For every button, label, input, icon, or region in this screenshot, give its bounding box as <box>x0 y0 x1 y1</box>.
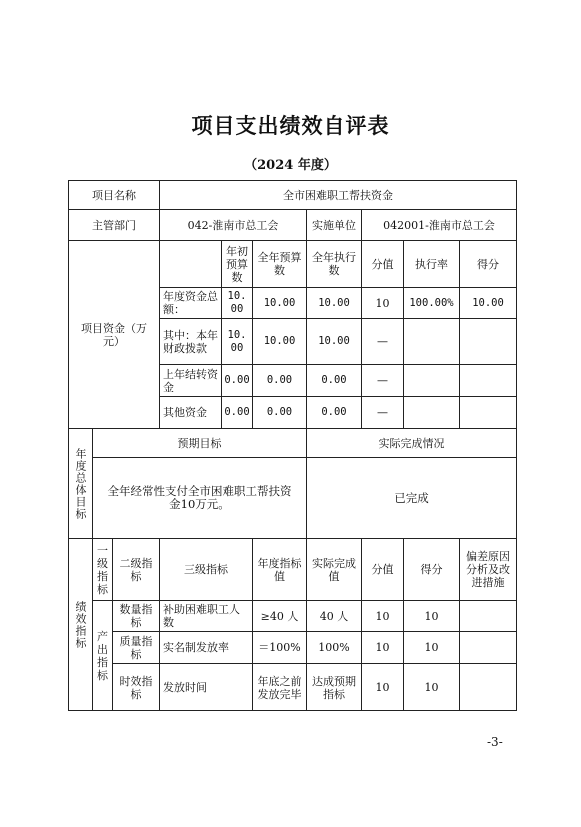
ind-row-target: ＝100% <box>253 632 307 664</box>
funds-row-score <box>460 319 516 365</box>
ind-header-score-value: 分值 <box>362 539 404 601</box>
page-number: -3- <box>487 735 503 749</box>
funds-row-rate <box>404 397 460 429</box>
funds-row-score-value: 10 <box>362 288 404 319</box>
funds-row-executed: 0.00 <box>307 397 362 429</box>
funds-row-label: 其他资金 <box>160 397 222 429</box>
funds-section-label: 项目资金（万元） <box>69 241 160 429</box>
indicators-section-label: 绩效指标 <box>69 539 93 711</box>
funds-row-initial: 0.00 <box>222 397 253 429</box>
goals-actual-header: 实际完成情况 <box>307 429 516 458</box>
funds-row-initial: 10.00 <box>222 319 253 365</box>
funds-row-score-value: — <box>362 365 404 397</box>
funds-row-annual: 0.00 <box>253 397 307 429</box>
goals-actual-text: 已完成 <box>307 458 516 539</box>
ind-header-actual: 实际完成值 <box>307 539 362 601</box>
goals-section-label: 年度总体目标 <box>69 429 93 539</box>
ind-row-deviation <box>460 632 516 664</box>
ind-row-score: 10 <box>404 664 460 711</box>
ind-row-score-value: 10 <box>362 632 404 664</box>
year-label: （2024 年度） <box>244 158 337 173</box>
funds-row-initial: 10.00 <box>222 288 253 319</box>
ind-level1-output: 产出指标 <box>93 601 113 711</box>
funds-row-label: 上年结转资金 <box>160 365 222 397</box>
funds-row-executed: 0.00 <box>307 365 362 397</box>
funds-row-rate: 100.00% <box>404 288 460 319</box>
funds-row-score-value: — <box>362 397 404 429</box>
ind-row-deviation <box>460 601 516 632</box>
funds-row-annual: 0.00 <box>253 365 307 397</box>
funds-row-score-value: — <box>362 319 404 365</box>
ind-row-score-value: 10 <box>362 664 404 711</box>
funds-header-score: 得分 <box>460 241 516 288</box>
ind-header-score: 得分 <box>404 539 460 601</box>
ind-row-score: 10 <box>404 601 460 632</box>
funds-row-score: 10.00 <box>460 288 516 319</box>
funds-row-executed: 10.00 <box>307 319 362 365</box>
ind-header-deviation: 偏差原因分析及改进措施 <box>460 539 516 601</box>
ind-row-target: 年底之前发放完毕 <box>253 664 307 711</box>
evaluation-table <box>68 180 517 711</box>
ind-row-level2: 时效指标 <box>113 664 160 711</box>
ind-row-actual: 达成预期指标 <box>307 664 362 711</box>
page-title: 项目支出绩效自评表 <box>191 113 390 138</box>
ind-row-level3: 补助困难职工人数 <box>160 601 253 632</box>
funds-row-label: 年度资金总额： <box>160 288 222 319</box>
funds-row-label: 其中：本年财政拨款 <box>160 319 222 365</box>
funds-header-initial: 年初预算数 <box>222 241 253 288</box>
funds-row-rate <box>404 319 460 365</box>
project-name-value: 全市困难职工帮扶资金 <box>160 181 516 210</box>
ind-header-level2: 二级指标 <box>113 539 160 601</box>
ind-row-level3: 发放时间 <box>160 664 253 711</box>
ind-row-level2: 数量指标 <box>113 601 160 632</box>
funds-header-executed: 全年执行数 <box>307 241 362 288</box>
project-name-label: 项目名称 <box>69 181 160 210</box>
ind-row-level3: 实名制发放率 <box>160 632 253 664</box>
ind-row-level2: 质量指标 <box>113 632 160 664</box>
funds-row-score <box>460 397 516 429</box>
ind-row-target: ≥40 人 <box>253 601 307 632</box>
funds-header-annual: 全年预算数 <box>253 241 307 288</box>
goals-expected-text: 全年经常性支付全市困难职工帮扶资金10万元。 <box>93 458 307 539</box>
funds-row-score <box>460 365 516 397</box>
funds-row-initial: 0.00 <box>222 365 253 397</box>
ind-row-score-value: 10 <box>362 601 404 632</box>
funds-row-executed: 10.00 <box>307 288 362 319</box>
ind-row-score: 10 <box>404 632 460 664</box>
funds-header-blank <box>160 241 222 288</box>
ind-header-target: 年度指标值 <box>253 539 307 601</box>
ind-header-level3: 三级指标 <box>160 539 253 601</box>
dept-value: 042-淮南市总工会 <box>160 210 307 241</box>
impl-value: 042001-淮南市总工会 <box>362 210 516 241</box>
goals-expected-header: 预期目标 <box>93 429 307 458</box>
impl-label: 实施单位 <box>307 210 362 241</box>
funds-row-annual: 10.00 <box>253 288 307 319</box>
dept-label: 主管部门 <box>69 210 160 241</box>
ind-row-actual: 100% <box>307 632 362 664</box>
funds-header-rate: 执行率 <box>404 241 460 288</box>
ind-row-deviation <box>460 664 516 711</box>
ind-row-actual: 40 人 <box>307 601 362 632</box>
funds-header-score-value: 分值 <box>362 241 404 288</box>
funds-row-annual: 10.00 <box>253 319 307 365</box>
ind-header-level1: 一级指标 <box>93 539 113 601</box>
funds-row-rate <box>404 365 460 397</box>
